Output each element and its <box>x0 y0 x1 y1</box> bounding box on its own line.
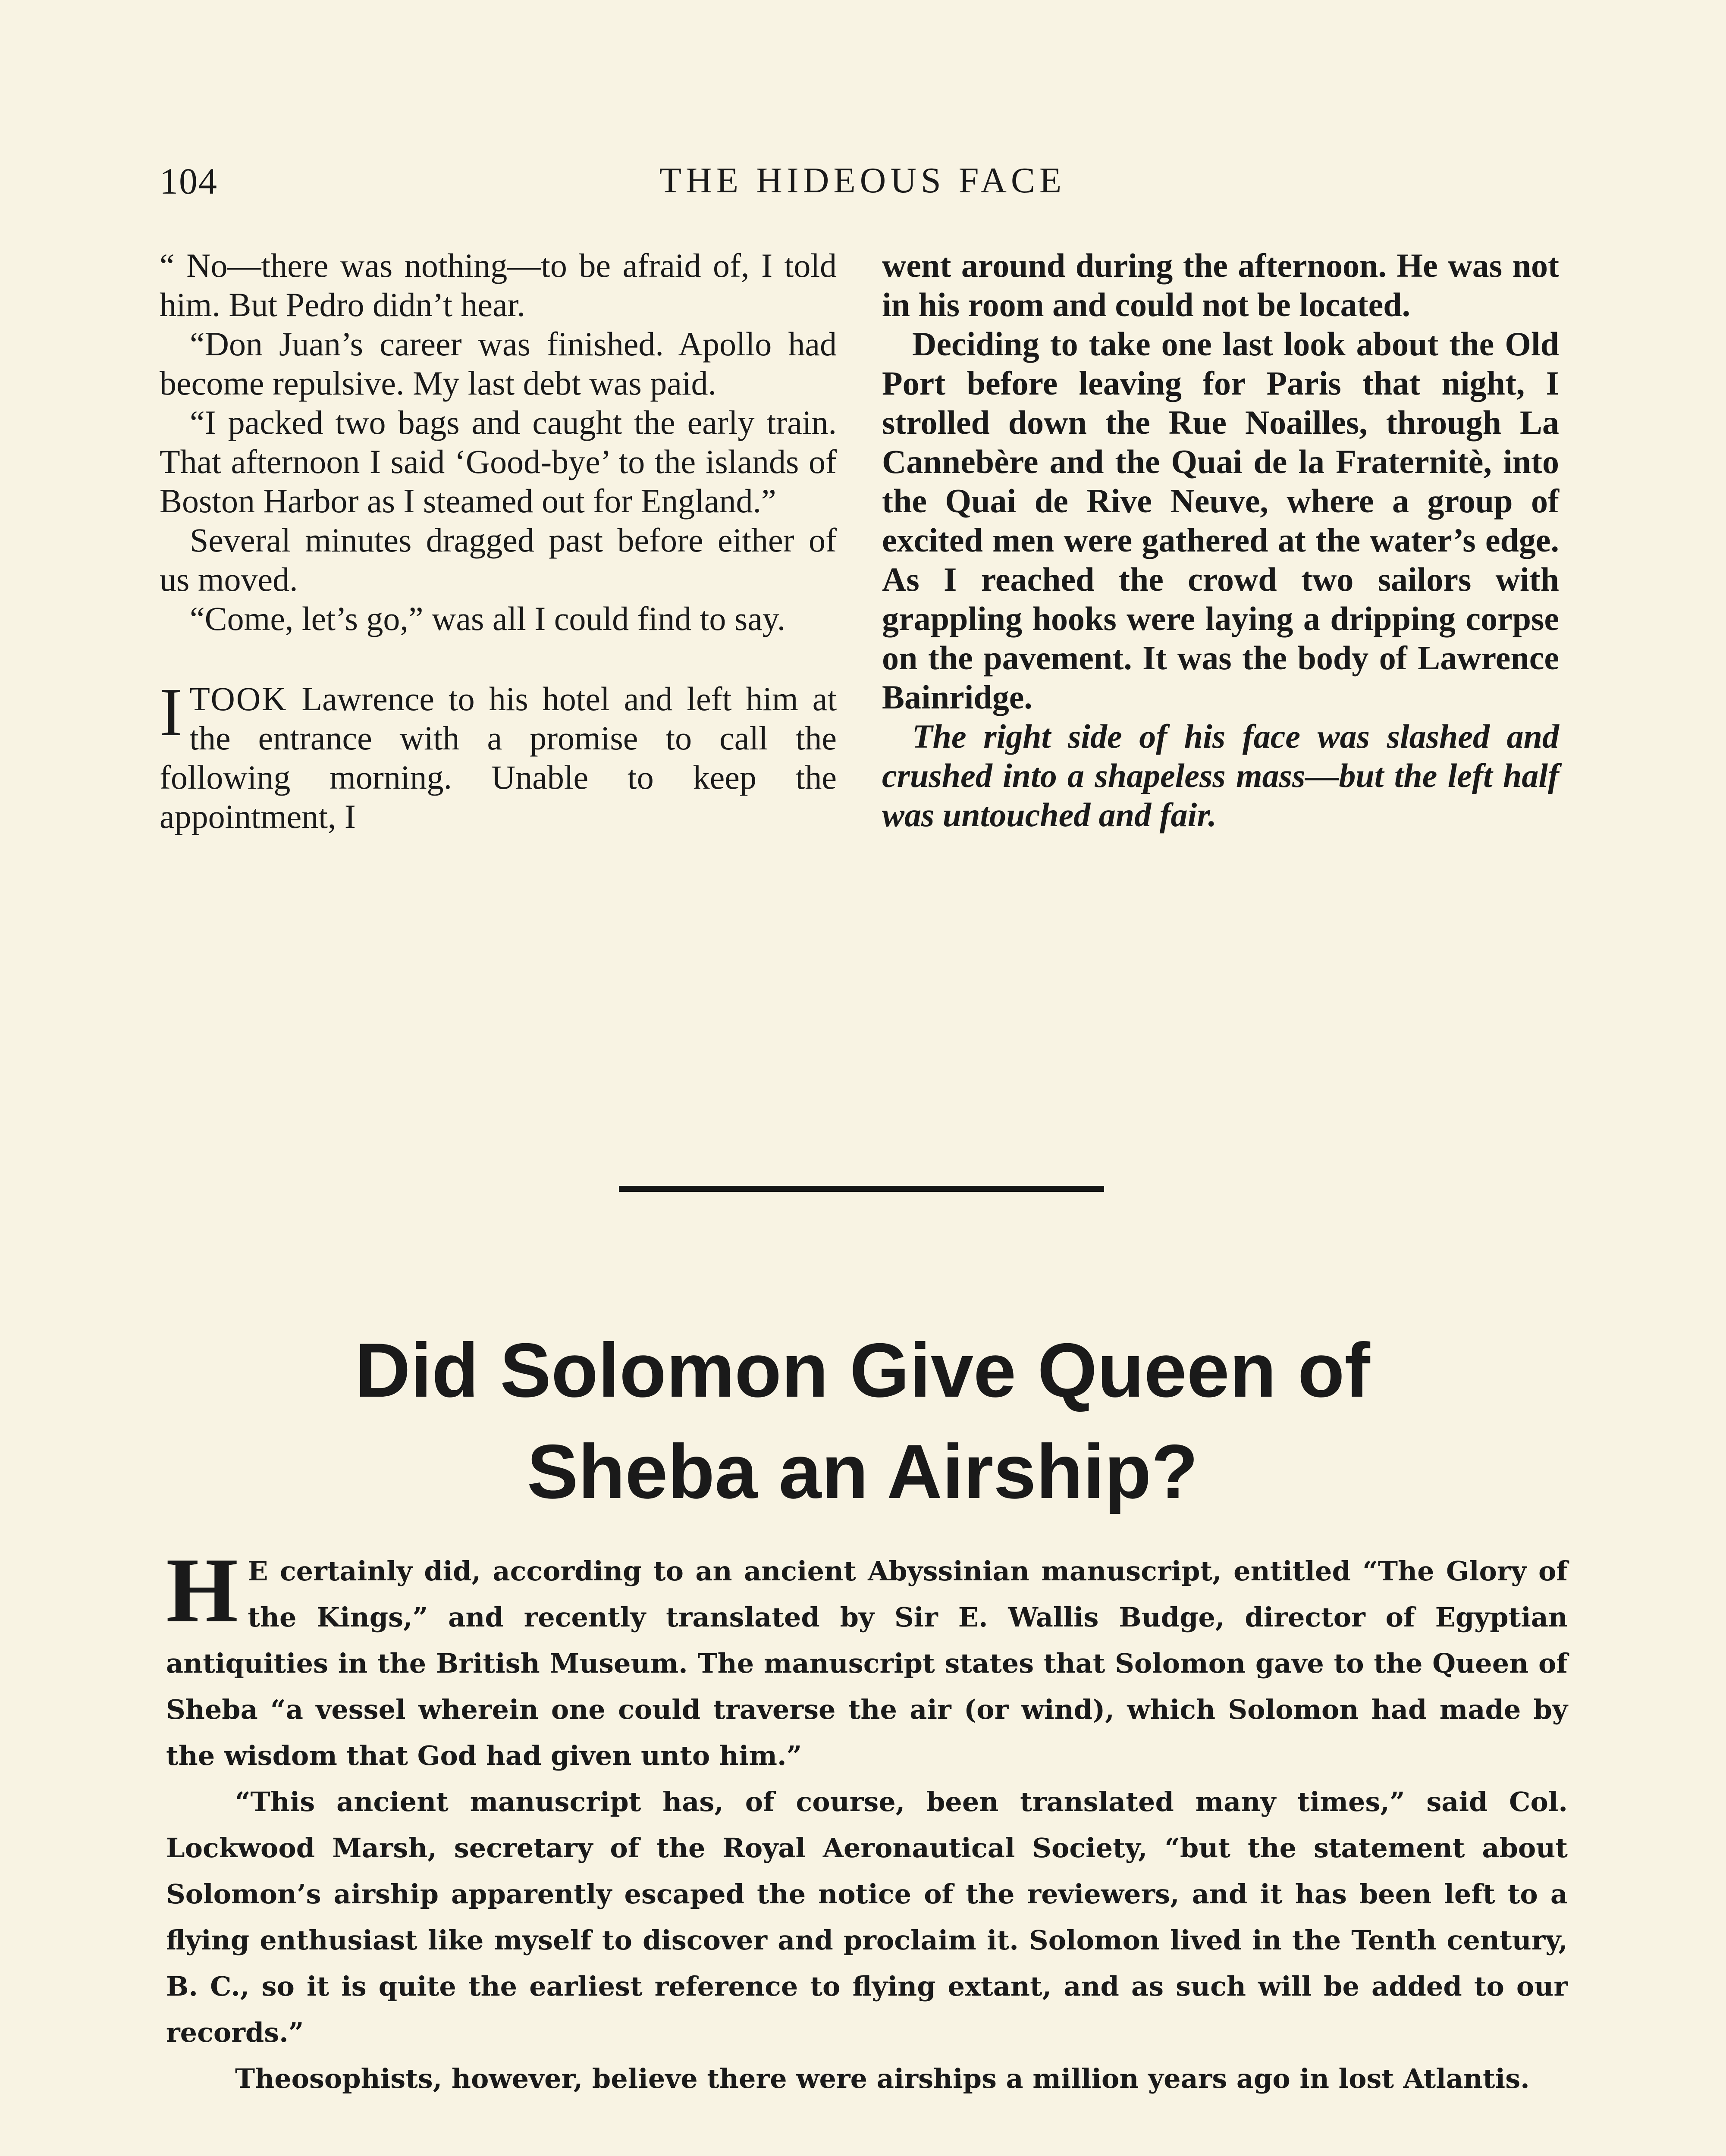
story-paragraph: Several minutes dragged past before either of us moved. <box>160 521 837 598</box>
story-paragraph: “I packed two bags and caught the early train. That afternoon I said ‘Good-bye’ to the islands of Boston Harbor as I steamed out for England.” <box>160 404 837 520</box>
article-title-line-2: Sheba an Airship? <box>527 1429 1199 1514</box>
article-paragraph <box>166 1539 1568 1779</box>
section-drop-cap: I <box>160 674 183 750</box>
story-paragraph: “Come, let’s go,” was all I could find to say. <box>190 600 786 637</box>
article-paragraph-text: E certainly did, according to an ancient Abyssinian manuscript, entitled “The Glory of the Kings,” and recently translated by Sir E. Wallis Budge, director of Egyptian antiquities in the British Museum. The manuscript states that Solomon gave to the Queen of Sheba “a vessel wherein one could traverse the air (or wind), which Solomon had made by the wisdom that God had given unto him.” <box>166 1555 1568 1771</box>
page-number: 104 <box>160 160 218 202</box>
article-title-line-1: Did Solomon Give Queen of <box>355 1327 1370 1413</box>
story-paragraph: Deciding to take one last look about the Old Port before leaving for Paris that night, I strolled down the Rue Noailles, through La Cannebère and the Quai de la Fraternitè, into the Quai de Rive Neuve, where a group of excited men were gathered at the water’s edge. As I reached the crowd two sailors with grappling hooks were laying a dripping corpse on the pavement. It was the body of Lawrence Bainridge. <box>882 325 1559 716</box>
running-title: THE HIDEOUS FACE <box>659 160 1066 201</box>
story-right-column <box>882 246 1559 834</box>
article-drop-cap: H <box>166 1539 239 1642</box>
section-divider-rule <box>619 1186 1104 1192</box>
article-paragraph: Theosophists, however, believe there were airships a million years ago in lost Atlantis. <box>235 2063 1530 2094</box>
article-body <box>166 1539 1568 2102</box>
story-paragraph: went around during the afternoon. He was not in his room and could not be located. <box>882 247 1559 323</box>
story-closing-paragraph: The right side of his face was slashed and crushed into a shapeless mass—but the left half was untouched and fair. <box>882 718 1559 834</box>
story-paragraph: “Don Juan’s career was finished. Apollo had become repulsive. My last debt was paid. <box>160 325 837 402</box>
section-text: Lawrence to his hotel and left him at the entrance with a promise to call the following morning. Unable to keep the appointment, I <box>160 680 837 835</box>
article-paragraph: “This ancient manuscript has, of course, been translated many times,” said Col. Lockwood Marsh, secretary of the Royal Aeronautical Society, “but the statement about Solomon’s airship apparently escaped the notice of the reviewers, and it has been left to a flying enthusiast like myself to discover and proclaim it. Solomon lived in the Tenth century, B. C., so it is quite the earliest reference to flying extant, and as such will be added to our records.” <box>166 1786 1568 2048</box>
story-left-column <box>160 246 837 836</box>
article-title <box>129 1319 1596 1522</box>
story-paragraph: “ No—there was nothing—to be afraid of, I told him. But Pedro didn’t hear. <box>160 247 837 323</box>
running-head <box>160 160 1566 211</box>
section-lead-word: TOOK <box>189 680 288 718</box>
story-section-start <box>160 674 837 836</box>
